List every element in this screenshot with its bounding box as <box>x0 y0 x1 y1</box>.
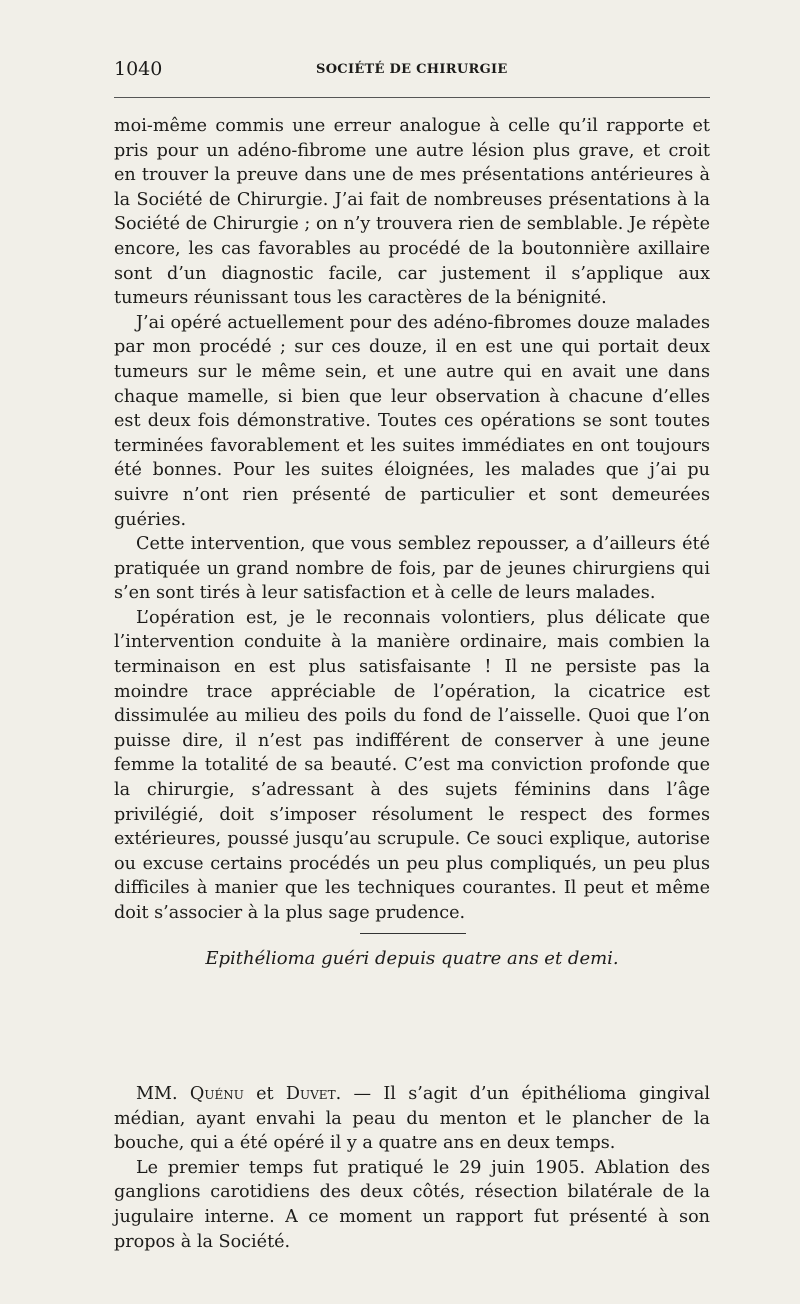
section-paragraph-2: Le premier temps fut pratiqué le 29 juin 1905. Ablation des ganglions carotidiens des deux côtés, résection bilatérale de la jugulaire interne. A ce moment un rapport fut présenté à son propos à la Société. <box>114 1157 710 1252</box>
document-page <box>114 58 710 1252</box>
header-rule <box>114 97 710 98</box>
page-number: 1040 <box>114 58 163 80</box>
authors-conjunction: et <box>243 1084 286 1104</box>
author-duvet: Duvet <box>285 1084 336 1104</box>
page-header <box>114 58 710 88</box>
section-paragraph-1 <box>114 1082 710 1156</box>
running-head: SOCIÉTÉ DE CHIRURGIE <box>316 62 508 77</box>
paragraph-1: moi-même commis une erreur analogue à celle qu’il rapporte et pris pour un adéno-fibrome une autre lésion plus grave, et croit en trouver la preuve dans une de mes présentations antérieures à la Société de Chirurgie. J’ai fait de nombreuses présentations à la Société de Chirurgie ; on n’y trouvera rien de semblable. Je répète encore, les cas favorables au procédé de la boutonnière axillaire sont d’un diagnostic facile, car justement il s’applique aux tumeurs réunissant tous les caractères de la bénignité. <box>114 116 710 309</box>
author-quenu: Quénu <box>189 1084 244 1104</box>
section-text <box>114 1082 710 1254</box>
section-title: Epithélioma guéri depuis quatre ans et demi. <box>205 948 619 969</box>
paragraph-2: J’ai opéré actuellement pour des adéno-fibromes douze malades par mon procédé ; sur ces douze, il en est une qui portait deux tumeurs sur le même sein, et une autre qui en avait une dans chaque mamelle, si bien que leur observation à chacune d’elles est deux fois démonstrative. Toutes ces opérations se sont toutes terminées favorablement et les suites immédiates en ont toujours été bonnes. Pour les suites éloignées, les malades que j’ai pu suivre n’ont rien présenté de particulier et sont demeurées guéries. <box>114 312 710 530</box>
main-text <box>114 114 710 926</box>
section-divider <box>360 933 466 934</box>
section-paragraph-1-text: . — Il s’agit d’un épithélioma gingival médian, ayant envahi la peau du menton et le plancher de la bouche, qui a été opéré il y a quatre ans en deux temps. <box>114 1084 710 1154</box>
paragraph-4: L’opération est, je le reconnais volontiers, plus délicate que l’intervention conduite à la manière ordinaire, mais combien la terminaison en est plus satisfaisante ! Il ne persiste pas la moindre trace appréciable de l’opération, la cicatrice est dissimulée au milieu des poils du fond de l’aisselle. Quoi que l’on puisse dire, il n’est pas indifférent de conserver à une jeune femme la totalité de sa beauté. C’est ma conviction profonde que la chirurgie, s’adressant à des sujets féminins dans l’âge privilégié, doit s’imposer résolument le respect des formes extérieures, poussé jusqu’au scrupule. Ce souci explique, autorise ou excuse certains procédés un peu plus compliqués, un peu plus difficiles à manier que les techniques courantes. Il peut et même doit s’associer à la plus sage prudence. <box>114 607 710 923</box>
paragraph-3: Cette intervention, que vous semblez repousser, a d’ailleurs été pratiquée un grand nombre de fois, par de jeunes chirurgiens qui s’en sont tirés à leur satisfaction et à celle de leurs malades. <box>114 534 710 604</box>
authors-prefix: MM. <box>136 1084 190 1104</box>
